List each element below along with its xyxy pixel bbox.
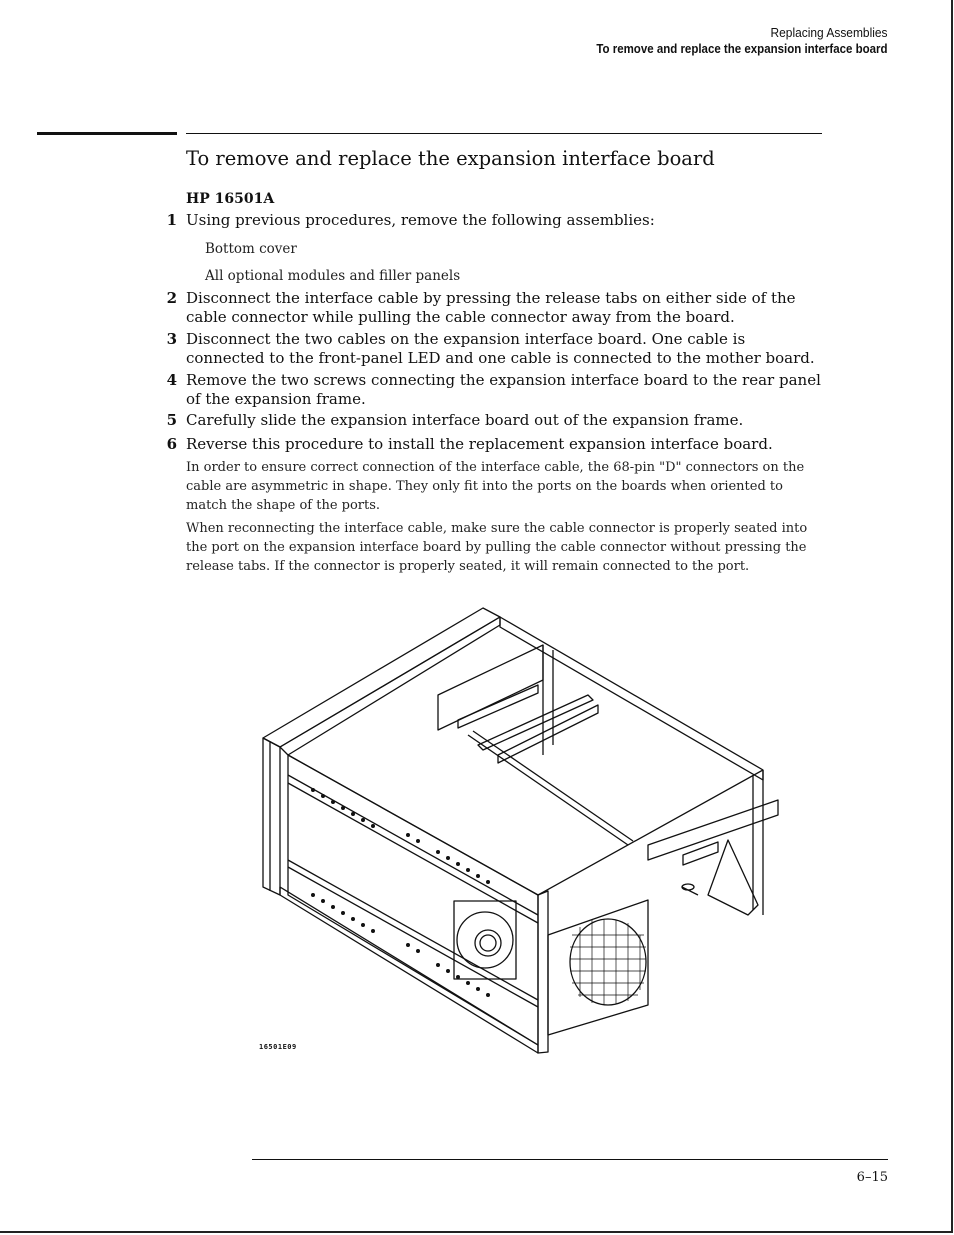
board-connector bbox=[458, 685, 538, 728]
step-number: 1 bbox=[166, 211, 177, 229]
step-number: 6 bbox=[166, 435, 177, 453]
running-header bbox=[571, 24, 888, 58]
step-text bbox=[186, 211, 826, 230]
step-number: 3 bbox=[166, 330, 177, 348]
step-line: Using previous procedures, remove the following assemblies: bbox=[186, 211, 655, 229]
frame-left-post bbox=[263, 738, 280, 895]
interface-cable bbox=[468, 735, 628, 845]
step-line: Disconnect the interface cable by pressing the release tabs on either side of the bbox=[186, 289, 796, 307]
fan-hub bbox=[475, 930, 501, 956]
fan-housing bbox=[454, 901, 516, 979]
step-text bbox=[186, 289, 826, 327]
expansion-frame-illustration bbox=[258, 605, 788, 1055]
note-line: release tabs. If the connector is properly seated, it will remain connected to the port. bbox=[186, 559, 750, 574]
screw-icon bbox=[682, 884, 698, 895]
section-rule-thick bbox=[37, 132, 177, 135]
module-bay-top-edge bbox=[288, 755, 763, 895]
figure-id: 16501E09 bbox=[259, 1043, 297, 1051]
note-paragraph bbox=[186, 519, 826, 576]
frame-top-rail bbox=[263, 608, 500, 747]
step-line: Disconnect the two cables on the expansion interface board. One cable is bbox=[186, 330, 746, 348]
page-number: 6–15 bbox=[856, 1170, 888, 1185]
step-line: connected to the front-panel LED and one cable is connected to the mother board. bbox=[186, 349, 815, 367]
note-paragraph bbox=[186, 458, 826, 515]
slot-divider bbox=[288, 783, 538, 923]
frame-right-post bbox=[538, 891, 548, 1053]
expansion-interface-board bbox=[438, 645, 543, 730]
model-subheading: HP 16501A bbox=[186, 191, 275, 207]
fan-blades bbox=[457, 912, 513, 968]
step-text bbox=[186, 411, 826, 430]
step-text bbox=[186, 371, 826, 409]
page-title: To remove and replace the expansion interface board bbox=[186, 147, 715, 170]
fan-hub-inner bbox=[480, 935, 496, 951]
frame-back-rail bbox=[500, 617, 763, 780]
step-text bbox=[186, 435, 826, 454]
header-section: To remove and replace the expansion interface board bbox=[596, 42, 888, 56]
frame-top-rail-edge bbox=[280, 617, 500, 755]
step-line: Carefully slide the expansion interface board out of the expansion frame. bbox=[186, 411, 744, 429]
slot-divider bbox=[288, 867, 538, 1007]
section-rule bbox=[186, 133, 822, 134]
footer-rule bbox=[252, 1159, 888, 1160]
step-line: Remove the two screws connecting the expansion interface board to the rear panel bbox=[186, 371, 821, 389]
header-chapter: Replacing Assemblies bbox=[770, 25, 888, 40]
note-line: When reconnecting the interface cable, make sure the cable connector is properly seated into bbox=[186, 521, 808, 536]
interface-cable bbox=[473, 731, 633, 841]
step-number: 5 bbox=[166, 411, 177, 429]
slot-divider bbox=[288, 775, 538, 915]
page-border bbox=[951, 0, 953, 1233]
front-grille bbox=[570, 919, 646, 1005]
note-line: the port on the expansion interface board by pulling the cable connector without pressing the bbox=[186, 540, 807, 555]
assembly-item: Bottom cover bbox=[205, 241, 297, 257]
frame-bottom-rail bbox=[280, 887, 538, 1053]
module-slots-panel bbox=[288, 755, 538, 1045]
note-line: In order to ensure correct connection of the interface cable, the 68-pin "D" connectors on the bbox=[186, 460, 805, 475]
step-number: 2 bbox=[166, 289, 177, 307]
step-text bbox=[186, 330, 826, 368]
step-line: of the expansion frame. bbox=[186, 390, 366, 408]
assembly-item: All optional modules and filler panels bbox=[205, 268, 461, 284]
rear-panel-bracket bbox=[648, 800, 778, 860]
step-line: cable connector while pulling the cable connector away from the board. bbox=[186, 308, 735, 326]
step-number: 4 bbox=[166, 371, 177, 389]
step-line: Reverse this procedure to install the replacement expansion interface board. bbox=[186, 435, 773, 453]
board-plate bbox=[708, 840, 758, 915]
note-line: match the shape of the ports. bbox=[186, 498, 381, 513]
page-border bbox=[0, 1231, 953, 1233]
note-line: cable are asymmetric in shape. They only fit into the ports on the boards when oriented to bbox=[186, 479, 783, 494]
